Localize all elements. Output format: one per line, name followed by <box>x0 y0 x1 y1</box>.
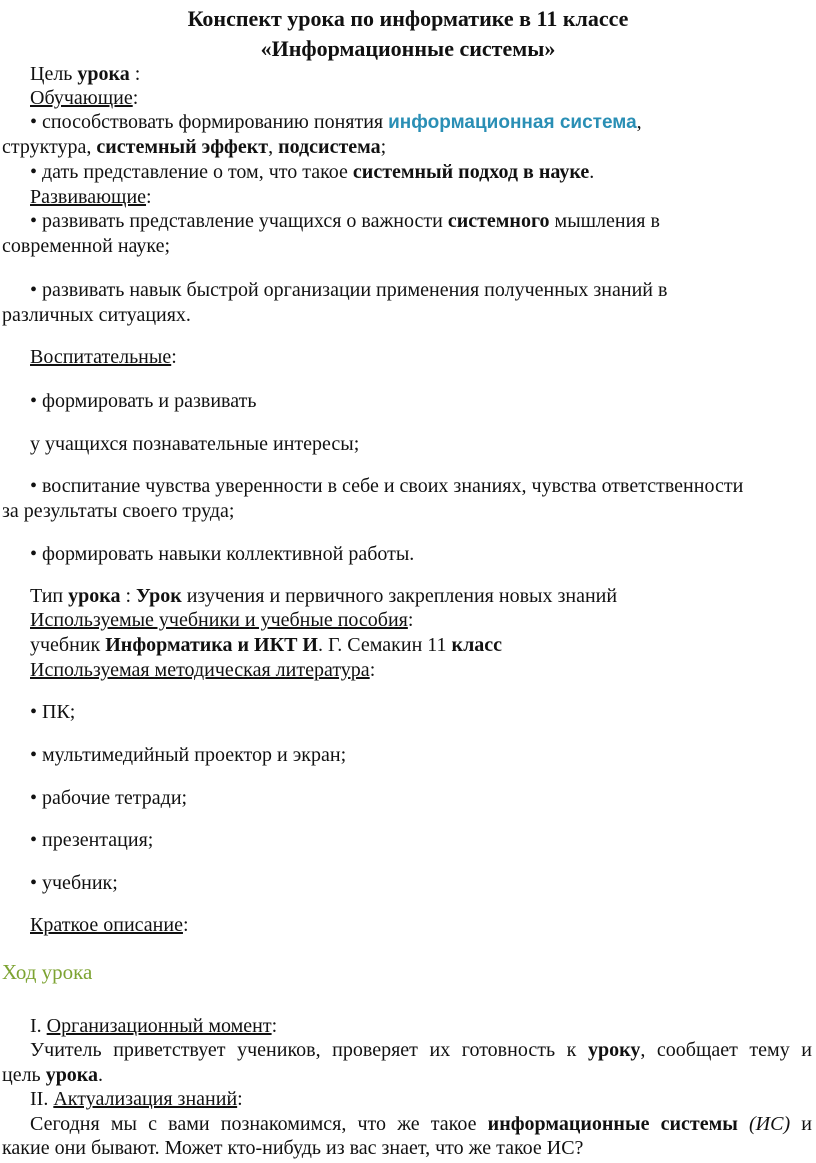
developing-bullet-1-cont: современной науке; <box>2 235 171 257</box>
literature-item: • презентация; <box>30 829 154 851</box>
highlighted-term: информационная система <box>388 112 637 133</box>
stage-1-text-cont: цель урока. <box>2 1064 104 1086</box>
developing-bullet-2: • развивать навык быстрой организации применения полученных знаний в <box>30 279 668 301</box>
lesson-type-line: Тип урока : Урок изучения и первичного закрепления новых знаний <box>30 585 618 607</box>
teaching-heading: Обучающие: <box>30 87 139 109</box>
teaching-bullet-1-cont: структура, системный эффект, подсистема; <box>2 136 387 158</box>
stage-2-text: Сегодня мы с вами познакомимся, что же такое информационные системы (ИС) и <box>30 1113 812 1135</box>
educational-bullet-1: • формировать и развивать <box>30 390 257 412</box>
textbook-line: учебник Информатика и ИКТ И. Г. Семакин 11 класс <box>30 634 503 656</box>
educational-bullet-3: • формировать навыки коллективной работы. <box>30 543 415 565</box>
stage-1-text: Учитель приветствует учеников, проверяет их готовность к уроку, сообщает тему и <box>30 1039 812 1061</box>
textbooks-heading: Используемые учебники и учебные пособия: <box>30 609 414 631</box>
educational-bullet-1-cont: у учащихся познавательные интересы; <box>30 433 360 455</box>
stage-2-heading: II. Актуализация знаний: <box>30 1088 243 1110</box>
developing-bullet-1: • развивать представление учащихся о важности системного мышления в <box>30 210 660 232</box>
educational-bullet-2-cont: за результаты своего труда; <box>2 500 235 522</box>
page-title-line-1: Конспект урока по информатике в 11 классе <box>187 6 629 31</box>
stage-2-text-cont: какие они бывают. Может кто-нибудь из вас знает, что же такое ИС? <box>2 1137 584 1159</box>
teaching-bullet-2: • дать представление о том, что такое системный подход в науке. <box>30 161 595 183</box>
literature-item: • ПК; <box>30 701 76 723</box>
lesson-progress-heading: Ход урока <box>2 960 93 984</box>
teaching-bullet-1: • способствовать формированию понятия информационная система, <box>30 111 642 133</box>
page-title-line-2: «Информационные системы» <box>260 36 556 61</box>
developing-heading: Развивающие: <box>30 186 152 208</box>
short-description-heading: Краткое описание: <box>30 914 189 936</box>
literature-item: • рабочие тетради; <box>30 787 188 809</box>
literature-heading: Используемая методическая литература: <box>30 659 376 681</box>
educational-heading: Воспитательные: <box>30 346 177 368</box>
stage-1-heading: I. Организационный момент: <box>30 1015 278 1037</box>
literature-item: • мультимедийный проектор и экран; <box>30 744 347 766</box>
developing-bullet-2-cont: различных ситуациях. <box>2 304 191 326</box>
literature-item: • учебник; <box>30 872 118 894</box>
goal-line: Цель урока : <box>30 63 141 85</box>
educational-bullet-2: • воспитание чувства уверенности в себе и своих знаниях, чувства ответственности <box>30 475 744 497</box>
